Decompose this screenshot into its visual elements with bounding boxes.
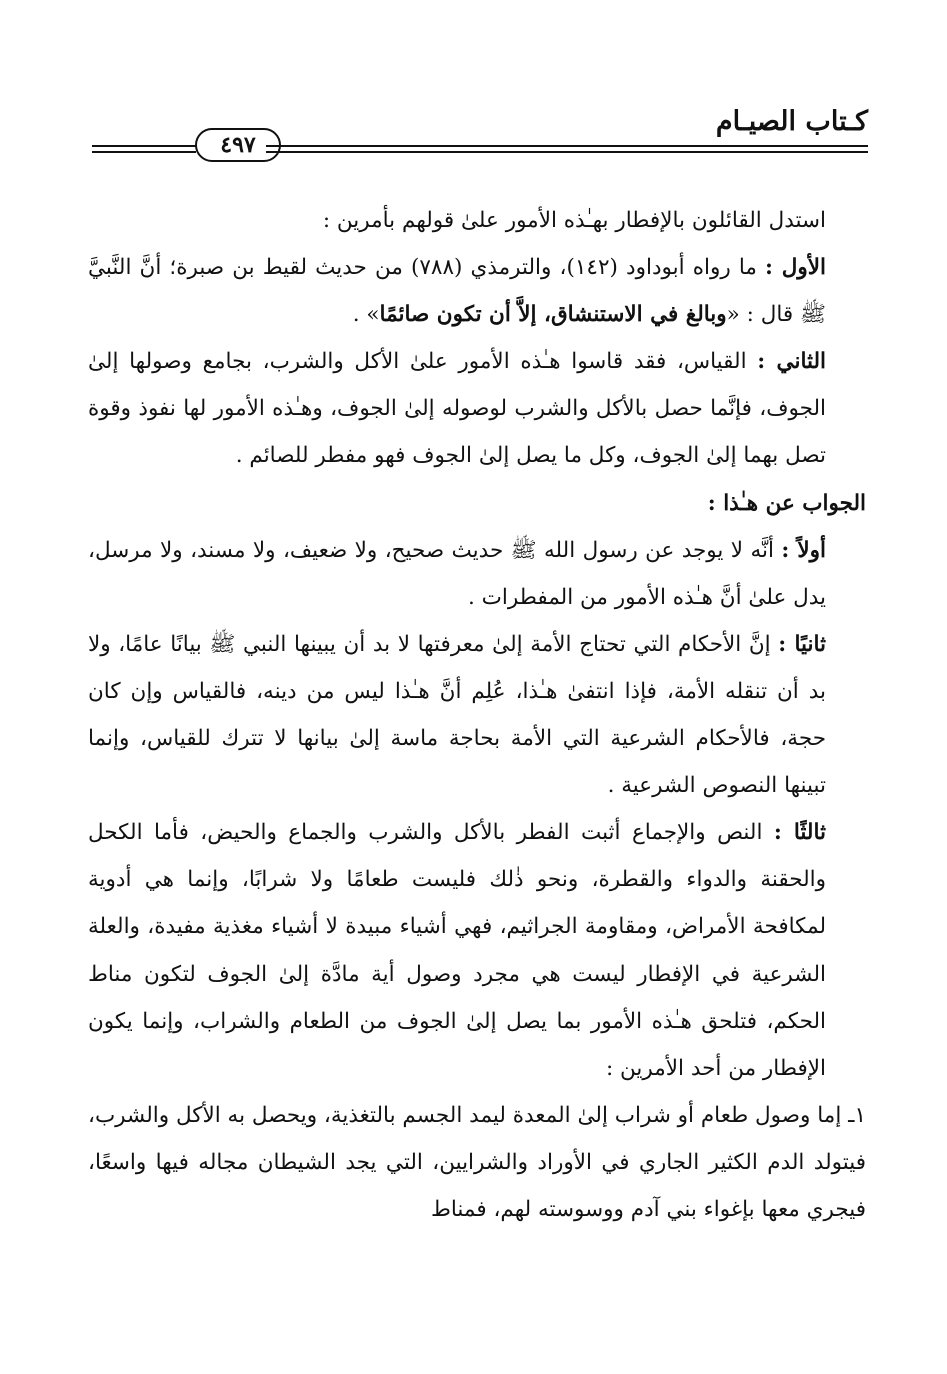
paragraph-answer-first bbox=[88, 527, 866, 621]
answer-second-label: ثانيًا : bbox=[778, 631, 826, 657]
page-body bbox=[88, 197, 866, 1233]
second-label: الثاني : bbox=[757, 349, 827, 375]
answer-first-label: أولاً : bbox=[781, 537, 826, 563]
page-number-badge bbox=[195, 128, 281, 166]
hadith-quote: وبالغ في الاستنشاق، إلاَّ أن تكون صائمًا bbox=[379, 302, 727, 328]
answer-third-text: النص والإجماع أثبت الفطر بالأكل والشرب والجماع والحيض، فأما الكحل والحقنة والدواء والقطرة، ونحو ذٰلك فليست طعامًا ولا شرابًا، وإنما هي أدوية لمكافحة الأمراض، ومقاومة الجراثيم، فهي أشياء مبيدة لا أشياء مغذية مفيدة، والعلة الشرعية في الإفطار ليست هي مجرد وصول أية مادَّة إلىٰ الجوف لتكون مناط الحكم، فتلحق هـٰذه الأمور بما يصل إلىٰ الجوف من الطعام والشراب، وإنما يكون الإفطار من أحد الأمرين : bbox=[88, 820, 826, 1081]
first-label: الأول : bbox=[765, 255, 826, 281]
paragraph-first-argument bbox=[88, 244, 866, 338]
paragraph-answer-second bbox=[88, 621, 866, 809]
paragraph-point-one: ١ـ إما وصول طعام أو شراب إلىٰ المعدة ليمد الجسم بالتغذية، ويحصل به الأكل والشرب، فيتولد الدم الكثير الجاري في الأوراد والشرايين، التي يجد الشيطان مجاله فيها واسعًا، فيجري معها بإغواء بني آدم ووسوسته لهم، فمناط bbox=[88, 1102, 866, 1222]
header-rule-right-top bbox=[266, 145, 868, 147]
answer-third-label: ثالثًا : bbox=[773, 820, 826, 846]
first-text: ما رواه أبوداود (١٤٢)، والترمذي (٧٨٨) من حديث لقيط بن صبرة؛ أنَّ النَّبيَّ ﷺ قال : « bbox=[88, 255, 826, 328]
header-rule-right-bottom bbox=[266, 151, 868, 153]
answer-second-text: إنَّ الأحكام التي تحتاج الأمة إلىٰ معرفتها لا بد أن يبينها النبي ﷺ بيانًا عامًا، ولا بد أن تنقله الأمة، فإذا انتفىٰ هـٰذا، عُلِم أنَّ هـٰذا ليس من دينه، فالقياس وإن كان حجة، فالأحكام الشرعية التي الأمة بحاجة ماسة إلىٰ بيانها لا تترك للقياس، وإنما تبينها النصوص الشرعية . bbox=[88, 631, 826, 799]
paragraph-intro: استدل القائلون بالإفطار بهـٰذه الأمور علىٰ قولهم بأمرين : bbox=[322, 208, 826, 233]
answer-heading bbox=[88, 480, 866, 527]
chapter-title: كـتاب الصيـام bbox=[715, 106, 868, 137]
paragraph-second-argument bbox=[88, 338, 866, 479]
header-rule-left-bottom bbox=[92, 151, 196, 153]
page-number: ٤٩٧ bbox=[195, 128, 281, 162]
page-header bbox=[88, 100, 868, 160]
paragraph-answer-third bbox=[88, 809, 866, 1092]
answer-heading-text: الجواب عن هـٰذا : bbox=[707, 490, 866, 516]
answer-first-text: أنَّه لا يوجد عن رسول الله ﷺ حديث صحيح، ولا ضعيف، ولا مسند، ولا مرسل، يدل علىٰ أنَّ هـٰذه الأمور من المفطرات . bbox=[88, 537, 826, 610]
header-rule-left-top bbox=[92, 145, 196, 147]
second-text: القياس، فقد قاسوا هـٰذه الأمور علىٰ الأكل والشرب، بجامع وصولها إلىٰ الجوف، فإنَّما حصل بالأكل والشرب لوصوله إلىٰ الجوف، وهـٰذه الأمور لها نفوذ وقوة تصل بهما إلىٰ الجوف، وكل ما يصل إلىٰ الجوف فهو مفطر للصائم . bbox=[88, 349, 826, 469]
first-text-end: » . bbox=[352, 302, 380, 328]
